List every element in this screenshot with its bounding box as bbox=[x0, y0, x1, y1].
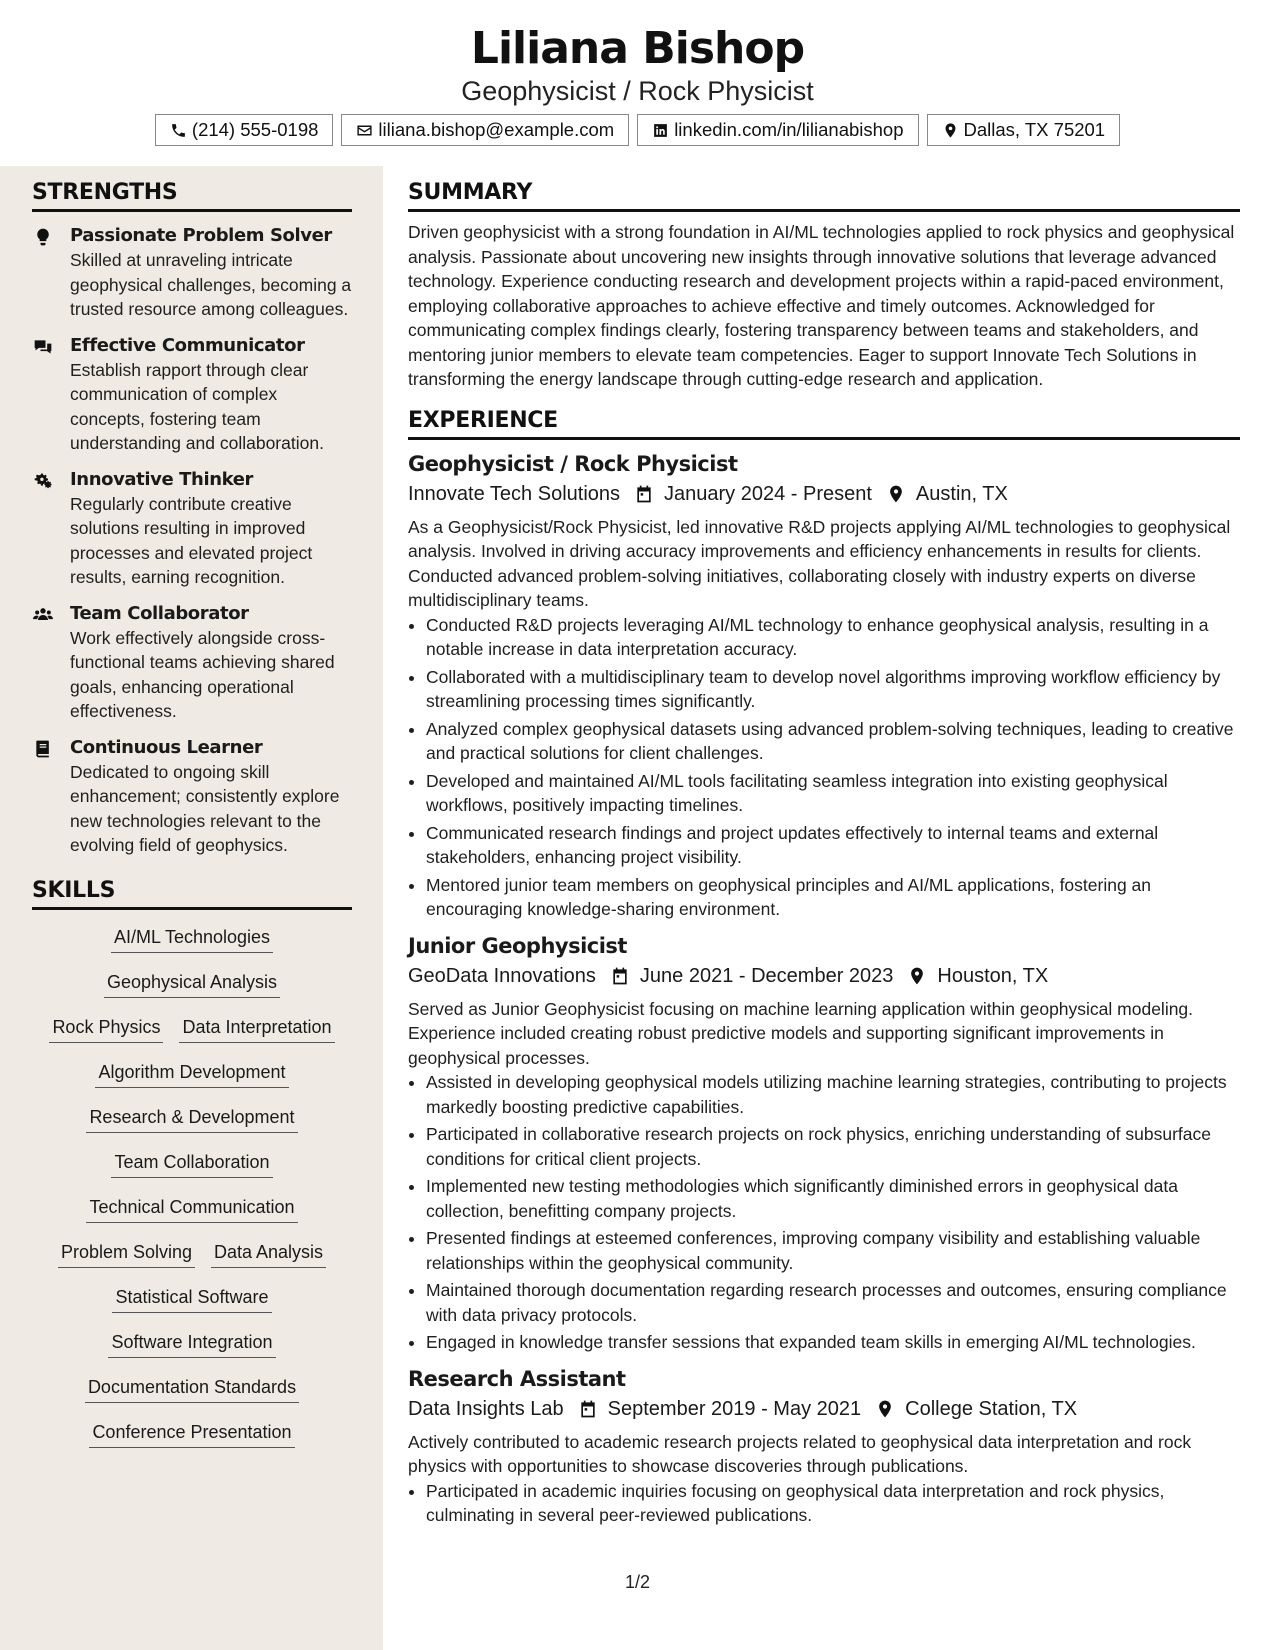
contact-row bbox=[0, 114, 1275, 146]
skill-tag: Team Collaboration bbox=[111, 1149, 272, 1178]
strength-desc: Dedicated to ongoing skill enhancement; consistently explore new technologies relevant to the evolving field of geophysics. bbox=[70, 761, 340, 855]
skill-row bbox=[32, 1194, 352, 1239]
job-title: Junior Geophysicist bbox=[408, 933, 627, 958]
map-pin-icon bbox=[875, 1399, 895, 1419]
strength-item bbox=[32, 224, 352, 322]
skill-row bbox=[32, 1374, 352, 1419]
strength-title: Continuous Learner bbox=[70, 736, 263, 758]
strength-desc: Work effectively alongside cross-functional teams achieving shared goals, enhancing operational effectiveness. bbox=[70, 627, 335, 721]
job-description: Served as Junior Geophysicist focusing on machine learning application within geophysical modeling. Experience included creating robust predictive models and supporting significant improvements in geophysical processes. bbox=[408, 998, 1194, 1068]
job-location: College Station, TX bbox=[905, 1397, 1078, 1420]
job-bullets bbox=[408, 1070, 1240, 1355]
skill-tag: Documentation Standards bbox=[85, 1374, 299, 1403]
skill-tag: Rock Physics bbox=[49, 1014, 163, 1043]
skill-tag: Problem Solving bbox=[58, 1239, 195, 1268]
bullet-item: • Engaged in knowledge transfer sessions that expanded team skills in emerging AI/ML technologies. bbox=[426, 1330, 1240, 1355]
strength-desc: Regularly contribute creative solutions resulting in improved processes and elevated project results, earning recognition. bbox=[70, 493, 313, 587]
skill-tag: AI/ML Technologies bbox=[111, 924, 273, 953]
contact-email[interactable] bbox=[341, 114, 629, 146]
job-entry bbox=[408, 1365, 1240, 1528]
job-dates: September 2019 - May 2021 bbox=[607, 1397, 862, 1420]
summary-heading: SUMMARY bbox=[408, 180, 1240, 212]
skill-tag: Software Integration bbox=[108, 1329, 275, 1358]
job-dates: June 2021 - December 2023 bbox=[639, 964, 894, 987]
experience-heading: EXPERIENCE bbox=[408, 408, 1240, 440]
skill-row bbox=[32, 1149, 352, 1194]
skill-row bbox=[32, 1104, 352, 1149]
job-location: Houston, TX bbox=[937, 964, 1049, 987]
job-title: Geophysicist / Rock Physicist bbox=[408, 451, 738, 476]
resume-header bbox=[0, 0, 1275, 146]
skill-tag: Technical Communication bbox=[86, 1194, 297, 1223]
skill-tag: Algorithm Development bbox=[95, 1059, 288, 1088]
strength-item bbox=[32, 736, 352, 858]
job-entry bbox=[408, 450, 1240, 922]
map-pin-icon bbox=[942, 122, 959, 139]
chat-bubbles-icon bbox=[32, 337, 54, 357]
skill-tag: Research & Development bbox=[86, 1104, 297, 1133]
skill-row bbox=[32, 1419, 352, 1464]
skill-row bbox=[32, 1329, 352, 1374]
bullet-item: • Collaborated with a multidisciplinary team to develop novel algorithms improving workflow efficiency by streamlining processing times significantly. bbox=[426, 665, 1240, 714]
calendar-icon bbox=[610, 966, 630, 986]
sidebar bbox=[32, 180, 352, 1464]
map-pin-icon bbox=[886, 484, 906, 504]
contact-email-text: liliana.bishop@example.com bbox=[378, 119, 615, 140]
strength-item bbox=[32, 602, 352, 724]
job-meta bbox=[408, 479, 1240, 509]
skill-tag: Data Analysis bbox=[211, 1239, 326, 1268]
contact-linkedin[interactable] bbox=[637, 114, 918, 146]
skill-row bbox=[32, 1239, 352, 1284]
job-bullets bbox=[408, 1479, 1240, 1528]
strengths-heading: STRENGTHS bbox=[32, 180, 352, 212]
candidate-role: Geophysicist / Rock Physicist bbox=[461, 76, 814, 106]
phone-icon bbox=[170, 122, 187, 139]
bullet-item: • Presented findings at esteemed conferences, improving company visibility and establishing valuable relationships within the geophysical community. bbox=[426, 1226, 1240, 1275]
summary-text: Driven geophysicist with a strong foundation in AI/ML technologies applied to rock physics and geophysical analysis. Passionate about uncovering new insights through innovative solutions that leverage advanced technology. Experience conducting research and development projects within a rapid-paced environment, employing collaborative approaches to achieve effective and timely outcomes. Acknowledged for communicating complex findings clearly, fostering transparency between teams and stakeholders, and mentoring junior members to elevate team competencies. Eager to support Innovate Tech Solutions in transforming the energy landscape through cutting-edge research and application. bbox=[408, 222, 1235, 389]
strength-title: Passionate Problem Solver bbox=[70, 225, 332, 246]
strength-title: Innovative Thinker bbox=[70, 468, 254, 490]
strength-item bbox=[32, 334, 352, 456]
main-content bbox=[408, 180, 1240, 1531]
candidate-name: Liliana Bishop bbox=[470, 23, 805, 74]
job-company: Data Insights Lab bbox=[408, 1397, 564, 1420]
job-description: Actively contributed to academic research projects related to geophysical data interpretation and rock physics with opportunities to showcase discoveries through publications. bbox=[408, 1431, 1192, 1476]
bullet-item: • Analyzed complex geophysical datasets using advanced problem-solving techniques, leading to creative and practical solutions for client challenges. bbox=[426, 717, 1240, 766]
bullet-item: • Participated in collaborative research projects on rock physics, enriching understanding of subsurface conditions for critical client projects. bbox=[426, 1122, 1240, 1171]
skill-tag: Data Interpretation bbox=[179, 1014, 334, 1043]
bullet-item: • Participated in academic inquiries focusing on geophysical data interpretation and rock physics, culminating in several peer-reviewed publications. bbox=[426, 1479, 1240, 1528]
linkedin-icon bbox=[652, 122, 669, 139]
lightbulb-icon bbox=[32, 227, 54, 247]
skill-tag: Geophysical Analysis bbox=[104, 969, 280, 998]
contact-location-text: Dallas, TX 75201 bbox=[963, 119, 1106, 140]
page-number: 1/2 bbox=[624, 1572, 651, 1592]
job-entry bbox=[408, 932, 1240, 1355]
bullet-item: • Maintained thorough documentation regarding research processes and outcomes, ensuring compliance with data privacy protocols. bbox=[426, 1278, 1240, 1327]
job-company: Innovate Tech Solutions bbox=[408, 482, 621, 505]
job-company: GeoData Innovations bbox=[408, 964, 596, 987]
contact-phone[interactable] bbox=[155, 114, 334, 146]
contact-linkedin-text: linkedin.com/in/lilianabishop bbox=[674, 119, 904, 140]
skill-tag: Conference Presentation bbox=[89, 1419, 294, 1448]
job-description: As a Geophysicist/Rock Physicist, led innovative R&D projects applying AI/ML technologies to geophysical analysis. Involved in driving accuracy improvements and efficiency enhancements in results for clients. Conducted advanced problem-solving initiatives, collaborating closely with industry experts on diverse multidisciplinary teams. bbox=[408, 516, 1231, 610]
strength-title: Effective Communicator bbox=[70, 334, 305, 356]
envelope-icon bbox=[356, 122, 373, 139]
bullet-item: • Communicated research findings and project updates effectively to internal teams and external stakeholders, enhancing project visibility. bbox=[426, 821, 1240, 870]
calendar-icon bbox=[634, 484, 654, 504]
contact-phone-text: (214) 555-0198 bbox=[191, 119, 319, 140]
book-icon bbox=[32, 739, 54, 759]
bullet-item: • Conducted R&D projects leveraging AI/ML technology to enhance geophysical analysis, resulting in a notable increase in data interpretation accuracy. bbox=[426, 613, 1240, 662]
job-title: Research Assistant bbox=[408, 1366, 626, 1391]
bullet-item: • Developed and maintained AI/ML tools facilitating seamless integration into existing geophysical workflows, positively impacting timelines. bbox=[426, 769, 1240, 818]
bullet-item: • Implemented new testing methodologies which significantly diminished errors in geophysical data collection, benefitting company projects. bbox=[426, 1174, 1240, 1223]
strength-title: Team Collaborator bbox=[70, 602, 249, 624]
job-meta bbox=[408, 961, 1240, 991]
skills-list bbox=[32, 924, 352, 1464]
job-location: Austin, TX bbox=[915, 482, 1008, 505]
strength-desc: Skilled at unraveling intricate geophysical challenges, becoming a trusted resource among colleagues. bbox=[70, 250, 352, 319]
skill-row bbox=[32, 1059, 352, 1104]
gears-icon bbox=[32, 471, 54, 491]
contact-location bbox=[927, 114, 1121, 146]
skill-row bbox=[32, 1014, 352, 1059]
skill-row bbox=[32, 969, 352, 1014]
job-dates: January 2024 - Present bbox=[664, 482, 872, 505]
bullet-item: • Mentored junior team members on geophysical principles and AI/ML applications, fostering an encouraging knowledge-sharing environment. bbox=[426, 873, 1240, 922]
map-pin-icon bbox=[907, 966, 927, 986]
calendar-icon bbox=[578, 1399, 598, 1419]
skill-row bbox=[32, 1284, 352, 1329]
skills-heading: SKILLS bbox=[32, 878, 352, 910]
strength-desc: Establish rapport through clear communication of complex concepts, fostering team understanding and collaboration. bbox=[70, 359, 324, 453]
job-meta bbox=[408, 1394, 1240, 1424]
job-bullets bbox=[408, 613, 1240, 922]
users-icon bbox=[32, 605, 54, 625]
skill-tag: Statistical Software bbox=[112, 1284, 271, 1313]
bullet-item: • Assisted in developing geophysical models utilizing machine learning strategies, contributing to projects markedly boosting predictive capabilities. bbox=[426, 1070, 1240, 1119]
strengths-list bbox=[32, 224, 352, 858]
strength-item bbox=[32, 468, 352, 590]
skill-row bbox=[32, 924, 352, 969]
